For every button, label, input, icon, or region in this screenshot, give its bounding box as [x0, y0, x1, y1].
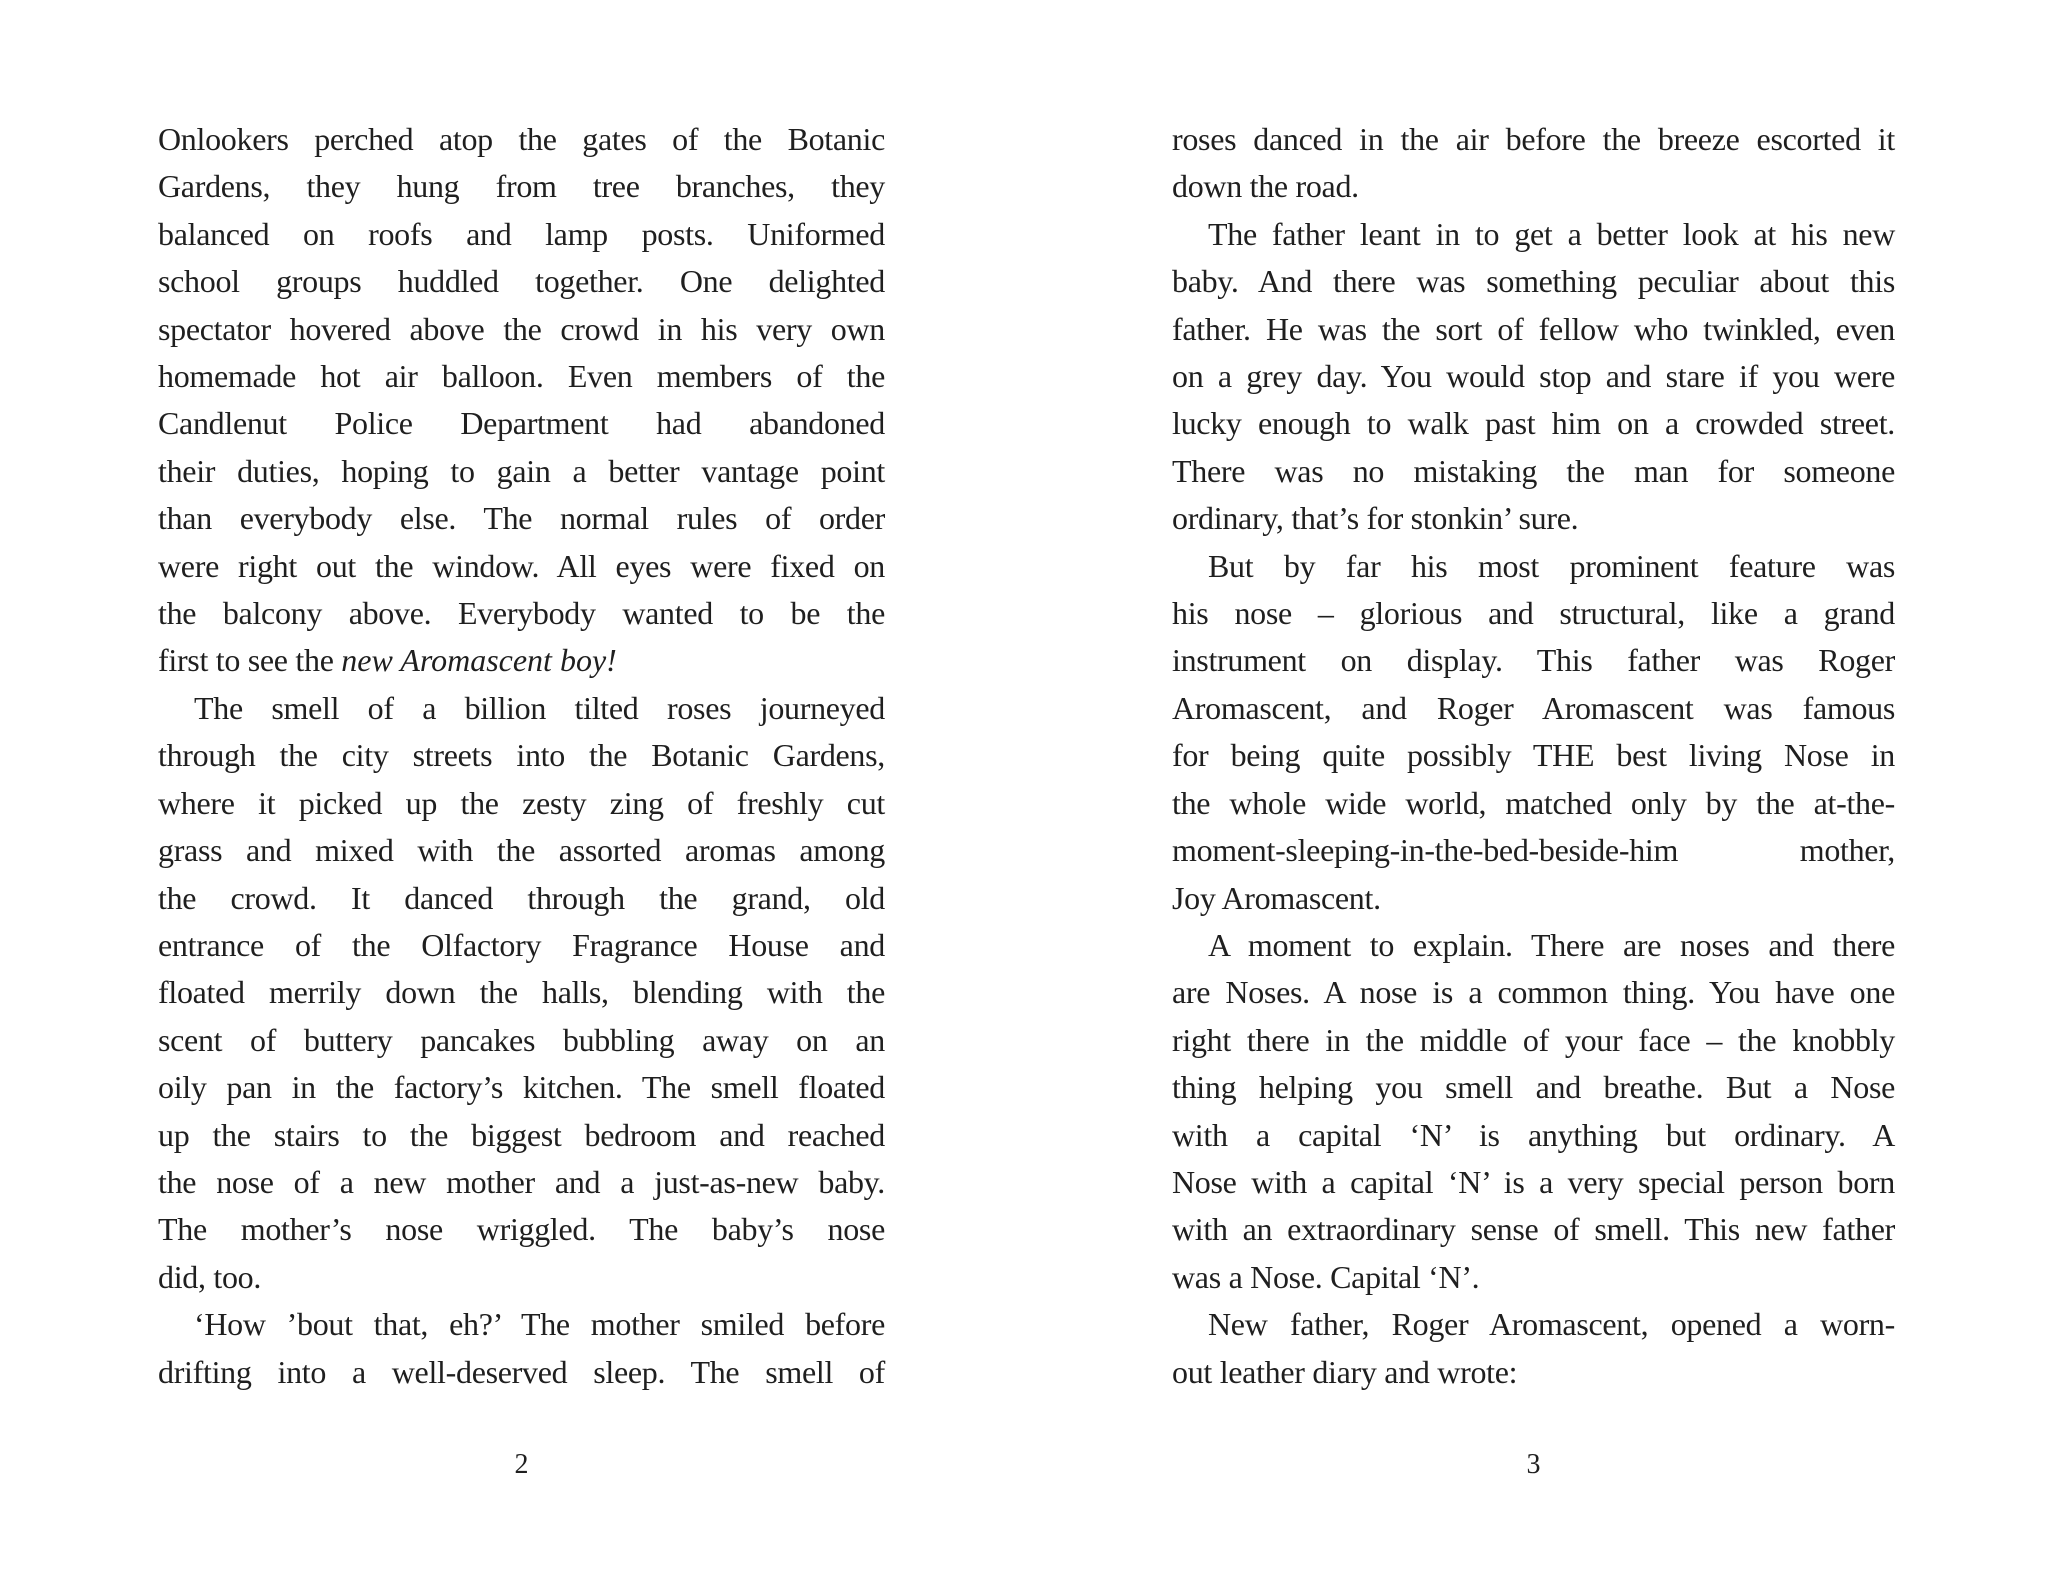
- text-line: moment-sleeping-in-the-bed-beside-him mother,: [1172, 832, 1895, 869]
- text-line: the crowd. It danced through the grand, old: [158, 879, 885, 916]
- page-right-text: [1172, 116, 1895, 1396]
- text-line: father. He was the sort of fellow who twinkled, even: [1172, 310, 1895, 347]
- text-line: entrance of the Olfactory Fragrance House and: [158, 926, 885, 963]
- text-line: their duties, hoping to gain a better vantage point: [158, 452, 885, 489]
- text-line: grass and mixed with the assorted aromas among: [158, 832, 885, 869]
- text-line: school groups huddled together. One delighted: [158, 263, 885, 300]
- text-line: scent of buttery pancakes bubbling away on an: [158, 1021, 885, 1058]
- text-line: with an extraordinary sense of smell. This new father: [1172, 1211, 1895, 1248]
- text-line: There was no mistaking the man for someone: [1172, 452, 1895, 489]
- text-line: right there in the middle of your face – the knobbly: [1172, 1021, 1895, 1058]
- text-line: The smell of a billion tilted roses journeyed: [194, 689, 885, 726]
- page-number-left: 2: [514, 1449, 529, 1480]
- text-line: with a capital ‘N’ is anything but ordinary. A: [1172, 1116, 1895, 1153]
- text-line: Aromascent, and Roger Aromascent was famous: [1172, 689, 1895, 726]
- text-line: Candlenut Police Department had abandoned: [158, 405, 885, 442]
- text-line: are Noses. A nose is a common thing. You have one: [1172, 974, 1895, 1011]
- text-line: for being quite possibly THE best living Nose in: [1172, 737, 1895, 774]
- text-line: the nose of a new mother and a just-as-new baby.: [158, 1163, 885, 1200]
- text-line: than everybody else. The normal rules of order: [158, 500, 885, 537]
- text-line: ordinary, that’s for stonkin’ sure.: [1172, 500, 1579, 537]
- text-line: the whole wide world, matched only by the at-the-: [1172, 784, 1895, 821]
- italic-text: new Aromascent boy!: [341, 642, 617, 679]
- text-line: roses danced in the air before the breeze escorted it: [1172, 121, 1895, 157]
- text-line: floated merrily down the halls, blending with the: [158, 974, 885, 1011]
- text-line: was a Nose. Capital ‘N’.: [1172, 1258, 1480, 1295]
- text-line: The mother’s nose wriggled. The baby’s nose: [158, 1211, 885, 1248]
- text-line: A moment to explain. There are noses and there: [1208, 926, 1895, 963]
- text-line: baby. And there was something peculiar about this: [1172, 263, 1895, 300]
- text-line: down the road.: [1172, 168, 1359, 205]
- text-line: Onlookers perched atop the gates of the Botanic: [158, 121, 885, 157]
- text-line: Nose with a capital ‘N’ is a very special person born: [1172, 1163, 1895, 1200]
- text-line: ‘How ’bout that, eh?’ The mother smiled before: [194, 1306, 885, 1343]
- text-line: lucky enough to walk past him on a crowded street.: [1172, 405, 1895, 442]
- text-line: on a grey day. You would stop and stare if you were: [1172, 358, 1895, 395]
- text-line: the balcony above. Everybody wanted to be the: [158, 595, 885, 632]
- text-line: out leather diary and wrote:: [1172, 1353, 1518, 1390]
- text-line: were right out the window. All eyes were fixed on: [158, 547, 885, 584]
- text-line: his nose – glorious and structural, like a grand: [1172, 595, 1895, 632]
- text-line: spectator hovered above the crowd in his very own: [158, 310, 885, 347]
- text-line: The father leant in to get a better look at his new: [1208, 215, 1895, 252]
- text-line: New father, Roger Aromascent, opened a worn-: [1208, 1306, 1895, 1343]
- text-line: through the city streets into the Botanic Gardens,: [158, 737, 885, 774]
- text-line: thing helping you smell and breathe. But a Nose: [1172, 1069, 1895, 1106]
- page-number-right: 3: [1526, 1449, 1541, 1480]
- text-line: oily pan in the factory’s kitchen. The smell floated: [158, 1069, 885, 1106]
- text-line: where it picked up the zesty zing of freshly cut: [158, 784, 885, 821]
- text-line: balanced on roofs and lamp posts. Uniformed: [158, 215, 885, 252]
- text-line: instrument on display. This father was Roger: [1172, 642, 1895, 679]
- text-line: Gardens, they hung from tree branches, they: [158, 168, 885, 205]
- text-line: up the stairs to the biggest bedroom and reached: [158, 1116, 885, 1153]
- text-line: did, too.: [158, 1258, 262, 1295]
- text-line: drifting into a well-deserved sleep. The smell of: [158, 1353, 885, 1390]
- text-line: homemade hot air balloon. Even members of the: [158, 358, 885, 395]
- page-left-text: [158, 116, 885, 1396]
- text-line: first to see the new Aromascent boy!: [158, 642, 617, 679]
- text-line: Joy Aromascent.: [1172, 879, 1381, 916]
- text-line: But by far his most prominent feature was: [1208, 547, 1895, 584]
